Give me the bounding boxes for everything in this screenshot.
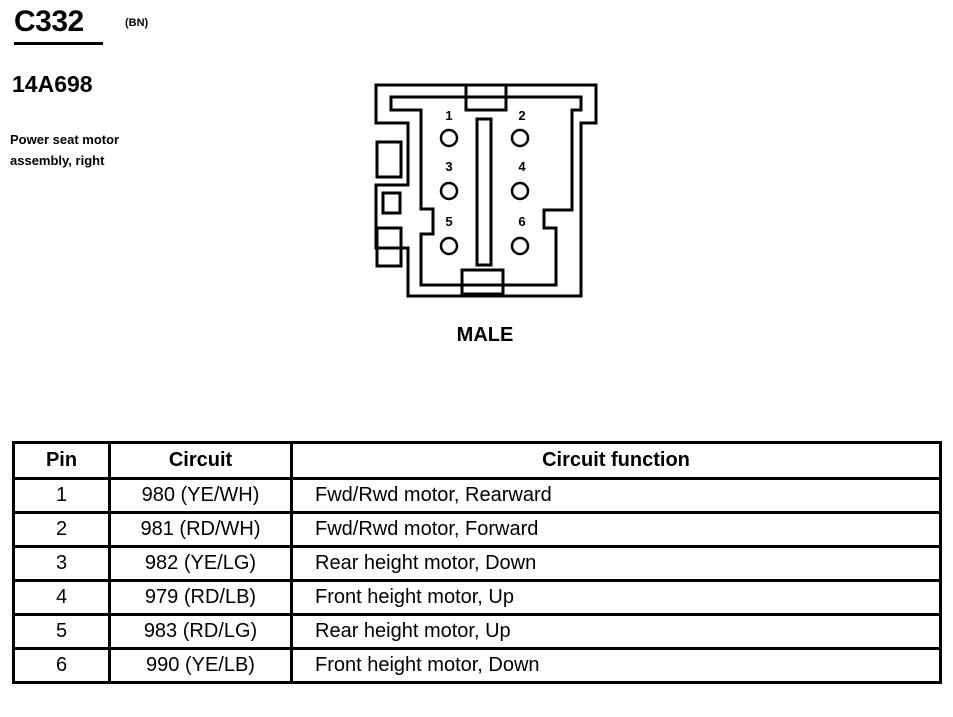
pin-number-labels [445,108,526,229]
pin-cell: 2 [14,513,110,547]
function-cell: Front height motor, Up [292,581,941,615]
pin-label-6: 6 [518,214,526,229]
pin-cell: 5 [14,615,110,649]
connector-bottom-key [462,270,503,294]
pin-hole-6 [512,238,528,254]
connector-id: C332 [14,5,84,38]
function-cell: Rear height motor, Up [292,615,941,649]
header-pin: Pin [14,443,110,479]
table-header-row [14,443,941,479]
pin-hole-5 [441,238,457,254]
pin-hole-4 [512,183,528,199]
description-line-2: assembly, right [10,153,105,168]
table-row [14,547,941,581]
description-line-1: Power seat motor [10,132,120,147]
pin-cell: 6 [14,649,110,683]
connector-side-bump-upper [377,142,401,177]
function-cell: Fwd/Rwd motor, Forward [292,513,941,547]
connector-side-bump-middle [383,193,400,213]
circuit-cell: 983 (RD/LG) [110,615,292,649]
connector-gender-label: MALE [456,324,514,346]
pin-cell: 3 [14,547,110,581]
table-row [14,513,941,547]
pin-hole-1 [441,130,457,146]
pin-label-3: 3 [445,159,453,174]
circuit-cell: 982 (YE/LG) [110,547,292,581]
pin-label-2: 2 [518,108,526,123]
pin-hole-2 [512,130,528,146]
pin-label-4: 4 [518,159,526,174]
pin-hole-3 [441,183,457,199]
connector-center-divider [477,119,491,265]
header-circuit: Circuit [110,443,292,479]
pinout-table [12,441,942,684]
pin-cell: 1 [14,479,110,513]
connector-face-diagram [370,80,602,302]
header-circuit-function: Circuit function [292,443,941,479]
circuit-cell: 980 (YE/WH) [110,479,292,513]
function-cell: Fwd/Rwd motor, Rearward [292,479,941,513]
table-row [14,479,941,513]
table-row [14,649,941,683]
circuit-cell: 981 (RD/WH) [110,513,292,547]
connector-color-code: (BN) [125,17,149,29]
table-row [14,581,941,615]
table-row [14,615,941,649]
function-cell: Front height motor, Down [292,649,941,683]
connector-description [10,129,180,171]
pin-holes [441,130,528,254]
pin-label-1: 1 [445,108,453,123]
pin-label-5: 5 [445,214,453,229]
circuit-cell: 990 (YE/LB) [110,649,292,683]
function-cell: Rear height motor, Down [292,547,941,581]
pin-cell: 4 [14,581,110,615]
part-number: 14A698 [12,71,93,97]
connector-id-underline [14,42,103,45]
circuit-cell: 979 (RD/LB) [110,581,292,615]
connector-inner-cavity [391,97,581,285]
